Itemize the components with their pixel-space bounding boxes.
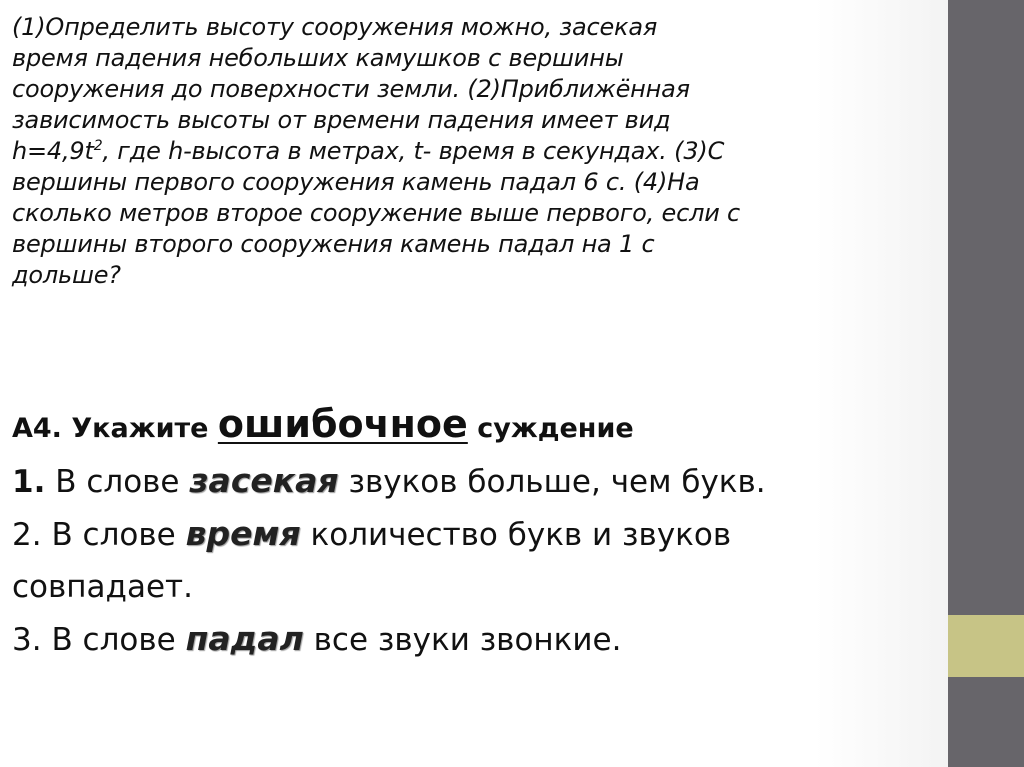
option-word: падал: [185, 619, 304, 658]
sidebar-bottom-block: [948, 677, 1024, 767]
passage-line-formula: [12, 136, 932, 167]
formula-exponent: 2: [93, 138, 103, 154]
option-text: все звуки звонкие.: [313, 622, 622, 658]
option-text: звуков больше, чем букв.: [348, 464, 766, 500]
passage-line-rest: , где h-высота в метрах, t- время в секундах. (3)С: [102, 137, 725, 165]
option-text-continued: совпадает.: [12, 569, 193, 605]
option-prefix: В слове: [51, 517, 176, 553]
option-number: 1.: [12, 464, 46, 500]
option-line: [12, 508, 932, 561]
task-label: А4. Укажите: [12, 413, 209, 444]
passage-line: дольше?: [12, 261, 121, 289]
option-line: [12, 455, 932, 508]
option-1: [12, 455, 932, 508]
sidebar-accent-block: [948, 615, 1024, 677]
task-key-word: ошибочное: [217, 402, 468, 446]
sidebar-top-block: [948, 0, 1024, 615]
passage-line: (1)Определить высоту сооружения можно, засекая: [12, 13, 658, 41]
option-number: 3.: [12, 622, 42, 658]
option-word: время: [185, 514, 301, 553]
task-block: [12, 398, 932, 666]
passage-line: вершины второго сооружения камень падал на 1 с: [12, 230, 655, 258]
formula: h=4,9t: [12, 137, 94, 165]
option-line: [12, 613, 932, 666]
option-number: 2.: [12, 517, 42, 553]
text-passage: [12, 12, 932, 291]
option-2: [12, 508, 932, 613]
passage-line: сооружения до поверхности земли. (2)Приближённая: [12, 75, 690, 103]
passage-line: время падения небольших камушков с вершины: [12, 44, 624, 72]
task-rest: суждение: [477, 413, 634, 444]
option-text: количество букв и звуков: [310, 517, 732, 553]
option-prefix: В слове: [55, 464, 180, 500]
passage-line: вершины первого сооружения камень падал 6 с. (4)На: [12, 168, 700, 196]
option-prefix: В слове: [51, 622, 176, 658]
passage-line: сколько метров второе сооружение выше первого, если с: [12, 199, 741, 227]
option-word: засекая: [189, 461, 339, 500]
passage-line: зависимость высоты от времени падения имеет вид: [12, 106, 671, 134]
option-3: [12, 613, 932, 666]
task-heading: [12, 398, 932, 455]
